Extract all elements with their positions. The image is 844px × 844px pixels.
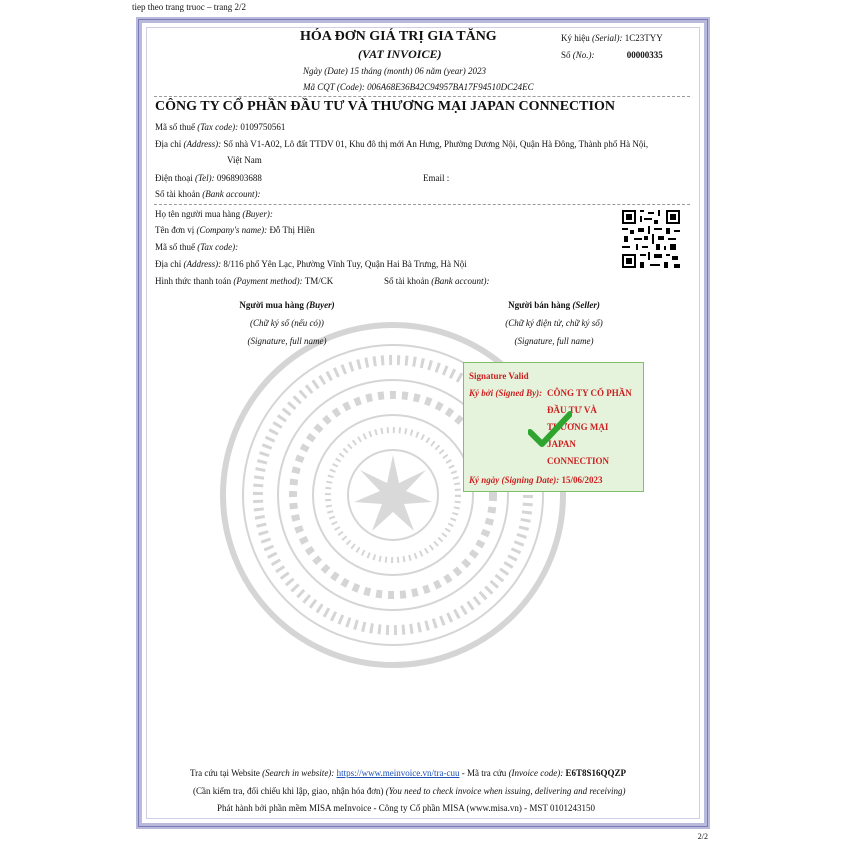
cqt-code: Mã CQT (Code): 006A68E36B42C94957BA17F94510DC24EC bbox=[303, 82, 534, 92]
buyer-bank-label-en: (Bank account): bbox=[431, 276, 490, 286]
buyer-signature-note-en bbox=[200, 336, 374, 346]
buyer-signature-label-en: (Buyer) bbox=[306, 300, 335, 310]
buyer-company-value: Đỗ Thị Hiền bbox=[269, 225, 315, 235]
buyer-signature-title bbox=[200, 300, 374, 310]
invoice-number-value: 00000335 bbox=[626, 50, 663, 60]
payment-value: TM/CK bbox=[304, 276, 334, 286]
invoice-code-label-en: (Invoice code): bbox=[508, 768, 564, 778]
signed-by-label bbox=[469, 388, 542, 398]
seller-tax-label-en: (Tax code): bbox=[197, 122, 239, 132]
no-label: Số bbox=[561, 50, 571, 60]
buyer-signature-note-text: (Chữ ký số (nếu có)) bbox=[250, 318, 324, 328]
serial-value: 1C23TYY bbox=[624, 33, 663, 43]
signed-by-line: JAPAN bbox=[547, 439, 576, 449]
qr-code-icon bbox=[622, 210, 680, 268]
seller-address-label-en: (Address): bbox=[183, 139, 222, 149]
invoice-code-value: E6T8S16QQZP bbox=[565, 768, 627, 778]
divider bbox=[154, 96, 690, 97]
buyer-name-label-en: (Buyer): bbox=[242, 209, 273, 219]
seller-tel-value: 0968903688 bbox=[216, 173, 262, 183]
buyer-name bbox=[155, 209, 273, 219]
signing-date bbox=[469, 475, 603, 485]
seller-email-label: Email : bbox=[423, 173, 450, 183]
seller-tax-code bbox=[155, 122, 285, 132]
payment-label: Hình thức thanh toán bbox=[155, 276, 232, 286]
buyer-company-label: Tên đơn vị bbox=[155, 225, 195, 235]
seller-bank-account bbox=[155, 189, 260, 199]
seller-phone bbox=[155, 173, 262, 183]
seller-signature-note-en-text: (Signature, full name) bbox=[514, 336, 594, 346]
lookup-label-en: (Search in website): bbox=[262, 768, 335, 778]
buyer-signature-note bbox=[200, 318, 374, 328]
seller-tel-label-en: (Tel): bbox=[195, 173, 215, 183]
seller-signature-note-text: (Chữ ký điện tử, chữ ký số) bbox=[505, 318, 603, 328]
seller-address-value: Số nhà V1-A02, Lô đất TTDV 01, Khu đô thị mới An Hưng, Phường Dương Nội, Quận Hà Đông, Thành phố Hà Nội, bbox=[223, 139, 649, 149]
serial-field bbox=[561, 33, 663, 43]
buyer-signature-note-en-text: (Signature, full name) bbox=[247, 336, 327, 346]
lookup-link[interactable]: https://www.meinvoice.vn/tra-cuu bbox=[336, 768, 460, 778]
checkmark-icon bbox=[528, 410, 572, 450]
lookup-line bbox=[190, 768, 626, 778]
seller-address-label: Địa chỉ bbox=[155, 139, 182, 149]
seller-name: CÔNG TY CỔ PHẦN ĐẦU TƯ VÀ THƯƠNG MẠI JAPAN CONNECTION bbox=[155, 99, 615, 114]
issued-by: Phát hành bởi phần mềm MISA meInvoice - Công ty Cổ phần MISA (www.misa.vn) - MST 0101243150 bbox=[217, 803, 595, 813]
buyer-tax-label: Mã số thuế bbox=[155, 242, 195, 252]
seller-bank-label: Số tài khoản bbox=[155, 189, 200, 199]
seller-tel-label: Điện thoại bbox=[155, 173, 193, 183]
buyer-address-label-en: (Address): bbox=[183, 259, 222, 269]
buyer-tax-label-en: (Tax code): bbox=[197, 242, 239, 252]
seller-address bbox=[155, 139, 648, 149]
buyer-name-label: Họ tên người mua hàng bbox=[155, 209, 241, 219]
seller-bank-label-en: (Bank account): bbox=[202, 189, 261, 199]
signed-by-line: CÔNG TY CỔ PHẦN bbox=[547, 388, 632, 398]
seller-signature-note-en bbox=[467, 336, 641, 346]
page-header-note: tiep theo trang truoc – trang 2/2 bbox=[132, 2, 246, 12]
buyer-signature-label: Người mua hàng bbox=[239, 300, 304, 310]
seller-tax-value: 0109750561 bbox=[240, 122, 286, 132]
seller-tax-label: Mã số thuế bbox=[155, 122, 195, 132]
check-note-text-en: (You need to check invoice when issuing, delivering and receiving) bbox=[385, 786, 626, 796]
signing-date-label: Ký ngày (Signing Date): bbox=[469, 475, 560, 485]
seller-signature-label-en: (Seller) bbox=[572, 300, 600, 310]
page-number: 2/2 bbox=[697, 832, 708, 841]
serial-label: Ký hiệu bbox=[561, 33, 590, 43]
invoice-code-label: - Mã tra cứu bbox=[461, 768, 507, 778]
check-note bbox=[193, 786, 625, 796]
signed-by-line: CONNECTION bbox=[547, 456, 610, 466]
signing-date-value: 15/06/2023 bbox=[561, 475, 603, 485]
serial-label-en: (Serial): bbox=[592, 33, 623, 43]
invoice-title: HÓA ĐƠN GIÁ TRỊ GIA TĂNG bbox=[300, 29, 497, 44]
seller-signature-label: Người bán hàng bbox=[508, 300, 571, 310]
payment-label-en: (Payment method): bbox=[233, 276, 303, 286]
seller-signature-note bbox=[467, 318, 641, 328]
signed-by-line: THƯƠNG MẠI bbox=[547, 422, 609, 432]
buyer-tax-code bbox=[155, 242, 238, 252]
invoice-number-field bbox=[561, 50, 663, 60]
divider bbox=[154, 204, 690, 205]
buyer-address-label: Địa chỉ bbox=[155, 259, 182, 269]
invoice-date: Ngày (Date) 15 tháng (month) 06 năm (year) 2023 bbox=[303, 66, 486, 76]
seller-signature-title bbox=[467, 300, 641, 310]
buyer-bank-label: Số tài khoản bbox=[384, 276, 429, 286]
buyer-company bbox=[155, 225, 315, 235]
buyer-address-value: 8/116 phố Yên Lạc, Phường Vĩnh Tuy, Quận Hai Bà Trưng, Hà Nội bbox=[223, 259, 467, 269]
no-label-en: (No.): bbox=[572, 50, 595, 60]
invoice-subtitle: (VAT INVOICE) bbox=[358, 47, 442, 61]
seller-address-line2: Việt Nam bbox=[227, 155, 262, 165]
signed-by-label-text: Ký bởi (Signed By): bbox=[469, 388, 543, 398]
check-note-text: (Cần kiểm tra, đối chiếu khi lập, giao, nhận hóa đơn) bbox=[193, 786, 384, 796]
buyer-company-label-en: (Company's name): bbox=[196, 225, 268, 235]
buyer-address bbox=[155, 259, 467, 269]
payment-method bbox=[155, 276, 333, 286]
lookup-label: Tra cứu tại Website bbox=[190, 768, 260, 778]
buyer-bank-account bbox=[384, 276, 489, 286]
signed-by-line: ĐẦU TƯ VÀ bbox=[547, 405, 597, 415]
signature-status: Signature Valid bbox=[469, 371, 529, 381]
